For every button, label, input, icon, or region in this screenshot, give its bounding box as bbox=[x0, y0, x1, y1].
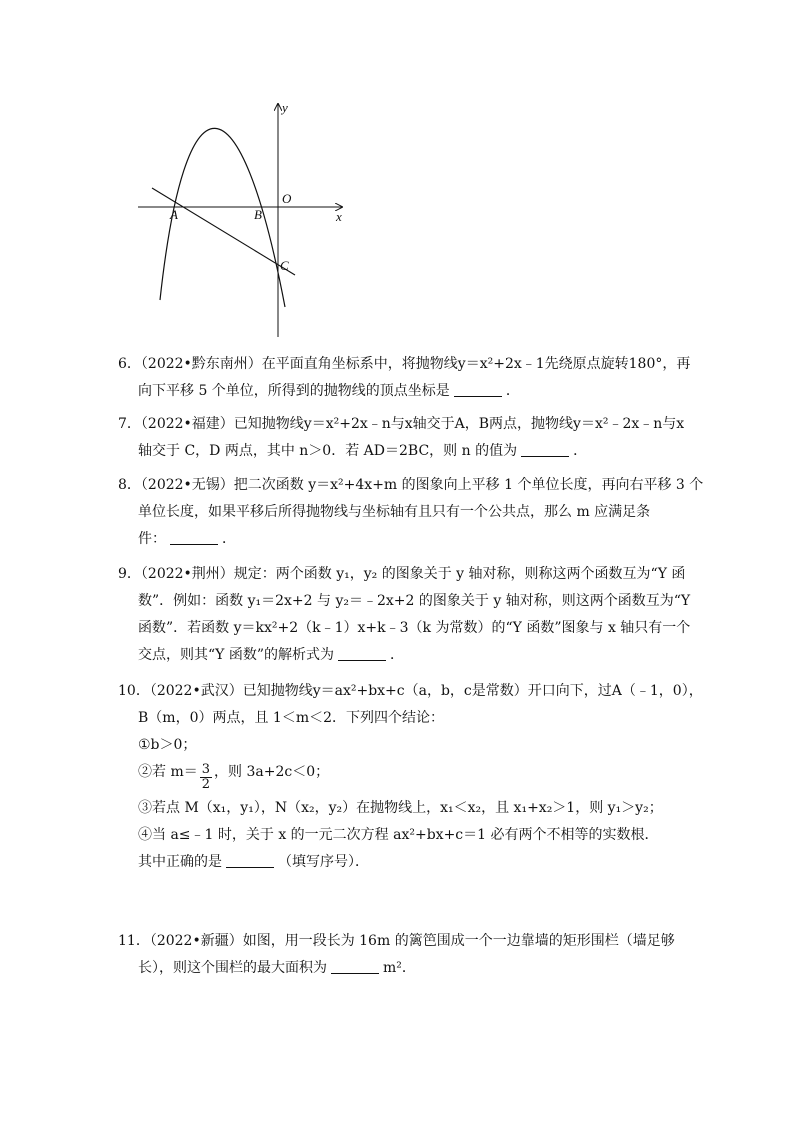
q10-answer-blank[interactable] bbox=[226, 853, 274, 868]
q10-line-7-end: （填写序号）． bbox=[278, 854, 369, 870]
q8-line-2: 单位长度，如果平移后所得抛物线与坐标轴有且只有一个公共点，那么 m 应满足条 bbox=[138, 504, 651, 520]
fraction-numerator: 3 bbox=[201, 762, 211, 777]
label-x: x bbox=[336, 209, 342, 224]
parabola-figure bbox=[130, 100, 360, 345]
q9-line-4 bbox=[118, 642, 678, 669]
q11-line-2-text: 长），则这个围栏的最大面积为 bbox=[138, 960, 327, 976]
q8-line-1: 8．（2022•无锡）把二次函数 y＝x²+4x+m 的图象向上平移 1 个单位长度，再向右平移 3 个 bbox=[118, 477, 704, 493]
fraction-three-halves bbox=[200, 763, 212, 792]
q7-line-2 bbox=[118, 438, 678, 465]
line-ac bbox=[152, 188, 295, 275]
q6-answer-blank[interactable] bbox=[454, 382, 502, 397]
q11-line-2 bbox=[118, 955, 678, 982]
q11-answer-blank[interactable] bbox=[331, 959, 379, 974]
q9-line-4-end: ． bbox=[390, 647, 405, 663]
q10-choice-1: ①b＞0； bbox=[138, 737, 197, 753]
q7-line-2-text: 轴交于 C，D 两点，其中 n＞0．若 AD＝2BC，则 n 的值为 bbox=[138, 443, 518, 459]
question-10 bbox=[118, 678, 703, 876]
q9-line-3: 函数”．若函数 y＝kx²+2（k﹣1）x+k﹣3（k 为常数）的“Y 函数”图象与 x 轴只有一个 bbox=[138, 620, 691, 636]
label-b: B bbox=[254, 207, 262, 222]
q10-choice-4: ④当 a≤﹣1 时，关于 x 的一元二次方程 ax²+bx+c＝1 必有两个不相等的实数根． bbox=[138, 827, 659, 843]
q7-answer-blank[interactable] bbox=[521, 442, 569, 457]
q10-choice-2-end: ，则 3a+2c＜0； bbox=[214, 764, 330, 780]
q10-line-7 bbox=[118, 849, 678, 876]
label-a: A bbox=[170, 207, 178, 222]
q11-line-1: 11．（2022•新疆）如图，用一段长为 16m 的篱笆围成一个一边靠墙的矩形围栏（墙足够 bbox=[118, 933, 675, 949]
q6-line-2 bbox=[118, 378, 678, 405]
q7-line-1: 7．（2022•福建）已知抛物线y＝x²+2x﹣n与x轴交于A，B两点，抛物线y＝x²﹣2x﹣n与x bbox=[118, 416, 685, 432]
q8-line-3-end: ． bbox=[222, 531, 236, 547]
question-8 bbox=[118, 472, 704, 553]
q9-line-4-text: 交点，则其“Y 函数”的解析式为 bbox=[138, 647, 335, 663]
label-c: C bbox=[280, 258, 289, 273]
fraction-denominator: 2 bbox=[201, 777, 211, 792]
q7-line-2-end: ． bbox=[573, 443, 588, 459]
question-9 bbox=[118, 561, 691, 669]
q10-line-2: B（m，0）两点，且 1＜m＜2．下列四个结论： bbox=[138, 710, 445, 726]
q9-line-1: 9．（2022•荆州）规定：两个函数 y₁，y₂ 的图象关于 y 轴对称，则称这两个函数互为“Y 函 bbox=[118, 566, 686, 582]
q9-line-2: 数”．例如：函数 y₁＝2x+2 与 y₂＝﹣2x+2 的图象关于 y 轴对称，则这两个函数互为“Y bbox=[138, 593, 691, 609]
q6-line-1: 6．（2022•黔东南州）在平面直角坐标系中，将抛物线y＝x²+2x﹣1先绕原点旋转180°，再 bbox=[118, 356, 691, 372]
q10-choice-3: ③若点 M（x₁，y₁），N（x₂，y₂）在抛物线上，x₁＜x₂，且 x₁+x₂＞1，则 y₁＞y₂； bbox=[138, 800, 663, 816]
q8-line-3-text: 件： bbox=[138, 531, 166, 547]
q6-line-2-end: ． bbox=[505, 383, 520, 399]
label-origin: O bbox=[282, 191, 292, 206]
parabola-curve bbox=[160, 128, 285, 307]
q9-answer-blank[interactable] bbox=[338, 646, 386, 661]
question-6 bbox=[118, 351, 691, 405]
question-7 bbox=[118, 411, 685, 465]
label-y: y bbox=[282, 100, 288, 115]
question-11 bbox=[118, 928, 678, 982]
q10-line-7-text: 其中正确的是 bbox=[138, 854, 222, 870]
q8-line-3 bbox=[118, 526, 678, 553]
q10-choice-2-text: ②若 m＝ bbox=[138, 764, 198, 780]
q11-line-2-end: m²． bbox=[383, 960, 416, 976]
parabola-graph bbox=[130, 100, 360, 345]
q10-line-1: 10．（2022•武汉）已知抛物线y＝ax²+bx+c（a，b，c是常数）开口向下，过A（﹣1，0）， bbox=[118, 683, 703, 699]
q8-answer-blank[interactable] bbox=[170, 530, 218, 545]
q10-choice-2 bbox=[118, 759, 678, 795]
q6-line-2-text: 向下平移 5 个单位，所得到的抛物线的顶点坐标是 bbox=[138, 383, 450, 399]
